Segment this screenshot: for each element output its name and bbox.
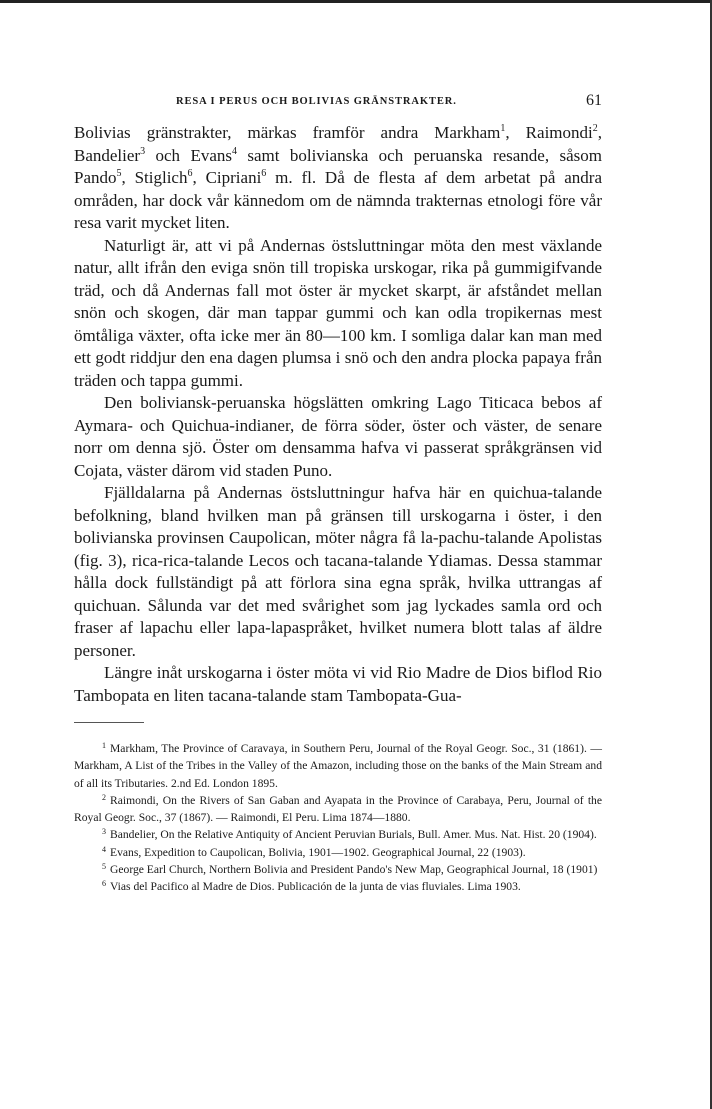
text-run: , Cipriani: [192, 168, 262, 187]
footnote-number: 4: [102, 844, 106, 854]
paragraph-2: Naturligt är, att vi på Andernas östsluttningar möta den mest växlande natur, allt ifrån den eviga snön till tropiska urskogar, rika på gummigifvande träd, och då Andernas fall mot öster är mycket skarpt, är afståndet mellan snön och skogen, där man tappar gummi och kan odla tropikernas mest ömtåliga växter, ofta icke mer än 80—100 km. I somliga dalar kan man med ett godt riddjur den ena dagen plumsa i snö och den andra plocka papaya från träden och tappa gummi.: [74, 235, 602, 390]
footnotes: [74, 740, 602, 896]
footnote-4: [74, 844, 602, 861]
text-run: samt bolivianska och peruanska resande, såsom Pando: [74, 145, 603, 187]
footnote-ref: 2: [592, 123, 598, 134]
text-run: , Raimondi: [505, 123, 593, 142]
text-run: , Stiglich: [121, 168, 188, 187]
footnote-text: George Earl Church, Northern Bolivia and President Pando's New Map, Geographical Journal, 18 (1901): [110, 863, 598, 877]
footnote-ref: 1: [500, 123, 506, 134]
paragraph-4: Fjälldalarna på Andernas östsluttningur hafva här en quichua-talande befolkning, bland hvilken man på gränsen till urskogarna i öster, i den bolivianska provinsen Caupolican, möter några få la-pachu-talande Apolistas (fig. 3), rica-rica-talande Lecos och tacana-talande Ydiamas. Dessa stammar hålla dock fullständigt på att förlora sina egna språk, hvilka uttrangas af quichuan. Sålunda var det med svårighet som jag lyckades samla ord och fraser af lapachu eller lapa-lapaspråket, hvilket numera blott talas af äldre personer.: [74, 483, 602, 660]
top-border: [0, 0, 712, 3]
footnote-text: Evans, Expedition to Caupolican, Bolivia, 1901—1902. Geographical Journal, 22 (1903).: [110, 845, 526, 859]
page-header: [74, 92, 602, 114]
footnote-text: Markham, The Province of Caravaya, in Southern Peru, Journal of the Royal Geogr. Soc., 31 (1861). — Markham, A List of the Tribes in the Valley of the Amazon, including those on the banks of the Main Stream and of all its Tributaries. 2.nd Ed. London 1895.: [74, 742, 602, 790]
footnote-text: Raimondi, On the Rivers of San Gaban and Ayapata in the Province of Carabaya, Peru, Journal of the Royal Geogr. Soc., 37 (1867). — Raimondi, El Peru. Lima 1874—1880.: [74, 793, 602, 825]
footnote-number: 6: [102, 879, 106, 889]
footnote-6: [74, 878, 602, 895]
footnote-2: [74, 792, 602, 827]
footnote-ref: 3: [140, 145, 146, 157]
footnote-number: 1: [102, 741, 106, 750]
footnote-number: 2: [102, 792, 106, 802]
footnote-1: [74, 740, 602, 792]
footnote-number: 3: [102, 827, 106, 837]
footnote-ref: 5: [116, 168, 122, 179]
footnote-ref: 4: [232, 145, 237, 157]
running-title: RESA I PERUS OCH BOLIVIAS GRÄNSTRAKTER.: [176, 96, 457, 107]
footnote-number: 5: [102, 862, 106, 872]
text-run: , Bandelier: [74, 123, 602, 165]
text-run: m. fl. Då de flesta af dem arbetat på andra områden, har dock vår kännedom om de nämnda trakternas etnologi före vår resa varit mycket liten.: [74, 168, 602, 232]
text-run: Bolivias gränstrakter, märkas framför andra Markham: [74, 123, 501, 142]
footnote-ref: 6: [187, 168, 193, 179]
paragraph-1: [74, 122, 602, 235]
footnote-rule: [74, 722, 144, 723]
footnote-text: Vias del Pacifico al Madre de Dios. Publicación de la junta de vias fluviales. Lima 1903.: [110, 880, 521, 894]
footnote-3: [74, 826, 602, 843]
paragraph-5: Längre inåt urskogarna i öster möta vi vid Rio Madre de Dios biflod Rio Tambopata en liten tacana-talande stam Tambopata-Gua-: [74, 663, 602, 705]
text-run: och Evans: [145, 145, 232, 165]
footnote-5: [74, 861, 602, 878]
footnote-text: Bandelier, On the Relative Antiquity of Ancient Peruvian Burials, Bull. Amer. Mus. Nat. Hist. 20 (1904).: [110, 828, 597, 842]
main-text: [74, 122, 602, 707]
footnote-ref: 6: [261, 168, 267, 179]
paragraph-3: Den boliviansk-peruanska högslätten omkring Lago Titicaca bebos af Aymara- och Quichua-indianer, de förra söder, öster och väster, de senare norr om denna sjö. Öster om densamma hafva vi passerat språkgränsen vid Cojata, väster därom vid staden Puno.: [74, 393, 602, 480]
page-number: 61: [586, 92, 602, 109]
